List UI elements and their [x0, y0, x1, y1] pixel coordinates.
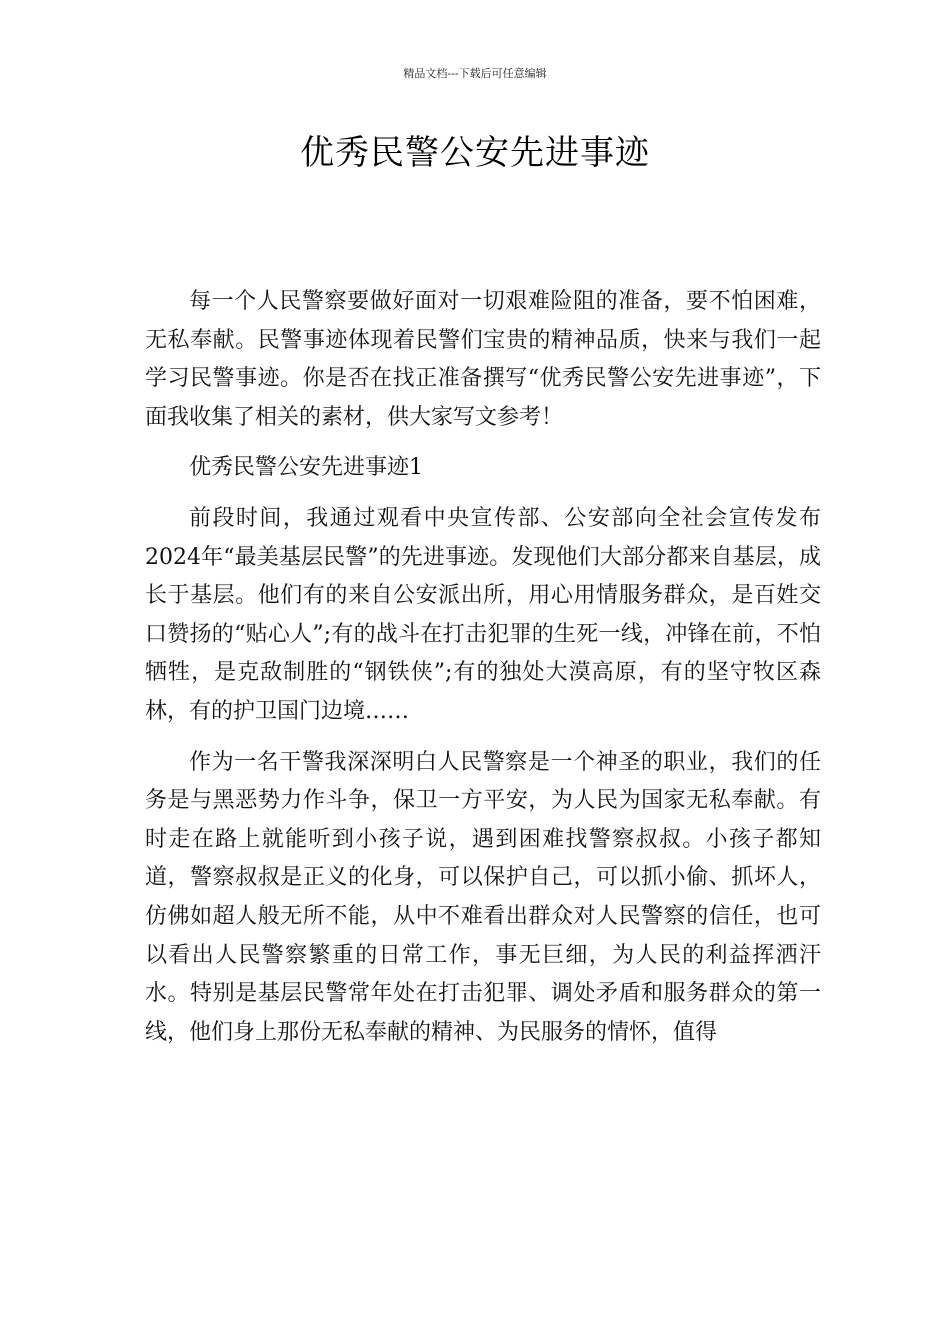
section-heading: 优秀民警公安先进事迹1	[189, 455, 423, 481]
intro-paragraph: 每一个人民警察要做好面对一切艰难险阻的准备，要不怕困难，无私奉献。民警事迹体现着民警们宝贵的精神品质，快来与我们一起学习民警事迹。你是否在找正准备撰写“优秀民警公安先进事迹”，下面我收集了相关的素材，供大家写文参考！	[145, 289, 821, 430]
header-watermark: 精品文档---下载后可任意编辑	[403, 67, 547, 80]
document-body	[145, 283, 821, 1052]
document-title: 优秀民警公安先进事迹	[300, 133, 650, 173]
body-paragraph: 作为一名干警我深深明白人民警察是一个神圣的职业，我们的任务是与黑恶势力作斗争，保卫一方平安，为人民为国家无私奉献。有时走在路上就能听到小孩子说，遇到困难找警察叔叔。小孩子都知道，警察叔叔是正义的化身，可以保护自己，可以抓小偷、抓坏人，仿佛如超人般无所不能，从中不难看出群众对人民警察的信任，也可以看出人民警察繁重的日常工作，事无巨细，为人民的利益挥洒汗水。特别是基层民警常年处在打击犯罪、调处矛盾和服务群众的第一线，他们身上那份无私奉献的精神、为民服务的情怀，值得	[145, 749, 821, 1045]
body-paragraph: 前段时间，我通过观看中央宣传部、公安部向全社会宣传发布2024年“最美基层民警”的先进事迹。发现他们大部分都来自基层，成长于基层。他们有的来自公安派出所，用心用情服务群众，是百姓交口赞扬的“贴心人”;有的战斗在打击犯罪的生死一线，冲锋在前，不怕牺牲，是克敌制胜的“钢铁侠”;有的独处大漠高原，有的坚守牧区森林，有的护卫国门边境……	[145, 505, 821, 724]
